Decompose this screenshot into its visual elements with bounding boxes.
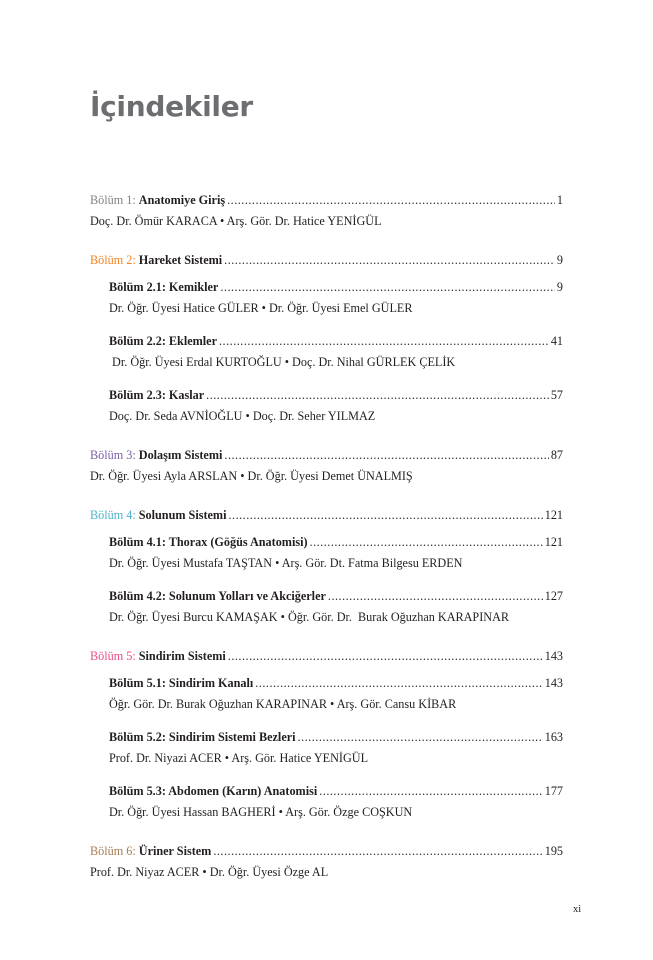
toc-subsection — [90, 333, 563, 370]
toc-subsection — [90, 675, 563, 712]
subchapter-title: Bölüm 5.2: Sindirim Sistemi Bezleri — [109, 730, 296, 744]
page-ref: 127 — [544, 589, 563, 603]
page-ref: 143 — [544, 649, 563, 663]
subchapter-title: Bölüm 4.1: Thorax (Göğüs Anatomisi) — [109, 535, 308, 549]
chapter-title: Üriner Sistem — [138, 844, 212, 858]
toc-section-3 — [90, 447, 563, 484]
subchapter-title: Bölüm 2.1: Kemikler — [109, 280, 219, 294]
toc-section-4 — [90, 507, 563, 625]
chapter-title: Anatomiye Giriş — [138, 193, 226, 207]
page-ref: 57 — [550, 388, 563, 402]
toc-entry[interactable] — [90, 447, 563, 463]
subchapter-title: Bölüm 4.2: Solunum Yolları ve Akciğerler — [109, 589, 326, 603]
toc-section-1 — [90, 192, 563, 229]
leader-dots — [213, 843, 542, 859]
leader-dots — [298, 729, 543, 745]
toc-entry[interactable] — [90, 843, 563, 859]
leader-dots — [319, 783, 542, 799]
table-of-contents — [90, 192, 563, 903]
toc-entry[interactable] — [90, 648, 563, 664]
toc-subsection — [90, 588, 563, 625]
chapter-authors: Dr. Öğr. Üyesi Hassan BAGHERİ • Arş. Gör. Özge COŞKUN — [109, 805, 413, 819]
leader-dots — [328, 588, 543, 604]
page-ref: 121 — [544, 508, 563, 522]
chapter-title: Sindirim Sistemi — [138, 649, 226, 663]
subchapter-title: Bölüm 2.3: Kaslar — [109, 388, 205, 402]
toc-entry[interactable] — [90, 192, 563, 208]
chapter-title: Dolaşım Sistemi — [138, 448, 223, 462]
toc-subsection — [90, 783, 563, 820]
chapter-authors: Dr. Öğr. Üyesi Mustafa TAŞTAN • Arş. Gör. Dt. Fatma Bilgesu ERDEN — [109, 556, 463, 570]
toc-entry[interactable] — [109, 588, 563, 604]
chapter-authors: Dr. Öğr. Üyesi Hatice GÜLER • Dr. Öğr. Üyesi Emel GÜLER — [109, 301, 413, 315]
page-ref: 163 — [544, 730, 563, 744]
chapter-title: Solunum Sistemi — [138, 508, 227, 522]
toc-subsection — [90, 387, 563, 424]
chapter-prefix: Bölüm 5: — [90, 649, 136, 663]
toc-section-2 — [90, 252, 563, 424]
subchapter-title: Bölüm 5.1: Sindirim Kanalı — [109, 676, 254, 690]
leader-dots — [206, 387, 549, 403]
toc-section-6 — [90, 843, 563, 880]
page-ref: 41 — [550, 334, 563, 348]
toc-entry[interactable] — [109, 783, 563, 799]
chapter-authors: Doç. Dr. Ömür KARACA • Arş. Gör. Dr. Hatice YENİGÜL — [90, 214, 382, 228]
chapter-prefix: Bölüm 4: — [90, 508, 136, 522]
chapter-authors: Dr. Öğr. Üyesi Ayla ARSLAN • Dr. Öğr. Üyesi Demet ÜNALMIŞ — [90, 469, 413, 483]
chapter-authors: Prof. Dr. Niyazi ACER • Arş. Gör. Hatice YENİGÜL — [109, 751, 369, 765]
page-ref: 9 — [556, 280, 563, 294]
page-ref: 9 — [556, 253, 563, 267]
chapter-prefix: Bölüm 1: — [90, 193, 136, 207]
toc-entry[interactable] — [109, 387, 563, 403]
toc-subsection — [90, 534, 563, 571]
toc-subsection — [90, 279, 563, 316]
page-ref: 1 — [556, 193, 563, 207]
leader-dots — [228, 648, 543, 664]
chapter-prefix: Bölüm 3: — [90, 448, 136, 462]
page-number: xi — [573, 904, 582, 915]
chapter-authors: Prof. Dr. Niyaz ACER • Dr. Öğr. Üyesi Özge AL — [90, 865, 329, 879]
page-title: İçindekiler — [90, 90, 253, 123]
chapter-prefix: Bölüm 6: — [90, 844, 136, 858]
chapter-prefix: Bölüm 2: — [90, 253, 136, 267]
page-ref: 121 — [544, 535, 563, 549]
leader-dots — [219, 333, 549, 349]
toc-entry[interactable] — [90, 252, 563, 268]
leader-dots — [224, 447, 548, 463]
toc-entry[interactable] — [109, 333, 563, 349]
page-ref: 177 — [544, 784, 563, 798]
toc-subsection — [90, 729, 563, 766]
toc-entry[interactable] — [109, 279, 563, 295]
chapter-authors: Dr. Öğr. Üyesi Burcu KAMAŞAK • Öğr. Gör. Dr. Burak Oğuzhan KARAPINAR — [109, 610, 510, 624]
leader-dots — [220, 279, 555, 295]
chapter-authors: Öğr. Gör. Dr. Burak Oğuzhan KARAPINAR • Arş. Gör. Cansu KİBAR — [109, 697, 457, 711]
chapter-title: Hareket Sistemi — [138, 253, 223, 267]
leader-dots — [227, 192, 555, 208]
subchapter-title: Bölüm 5.3: Abdomen (Karın) Anatomisi — [109, 784, 318, 798]
toc-entry[interactable] — [109, 675, 563, 691]
subchapter-title: Bölüm 2.2: Eklemler — [109, 334, 217, 348]
leader-dots — [255, 675, 542, 691]
chapter-authors: Dr. Öğr. Üyesi Erdal KURTOĞLU • Doç. Dr. Nihal GÜRLEK ÇELİK — [109, 355, 456, 369]
toc-entry[interactable] — [109, 729, 563, 745]
page-ref: 143 — [544, 676, 563, 690]
toc-entry[interactable] — [90, 507, 563, 523]
page-ref: 87 — [550, 448, 563, 462]
leader-dots — [310, 534, 543, 550]
toc-entry[interactable] — [109, 534, 563, 550]
leader-dots — [224, 252, 555, 268]
toc-section-5 — [90, 648, 563, 820]
leader-dots — [228, 507, 542, 523]
page-ref: 195 — [544, 844, 563, 858]
chapter-authors: Doç. Dr. Seda AVNİOĞLU • Doç. Dr. Seher YILMAZ — [109, 409, 376, 423]
